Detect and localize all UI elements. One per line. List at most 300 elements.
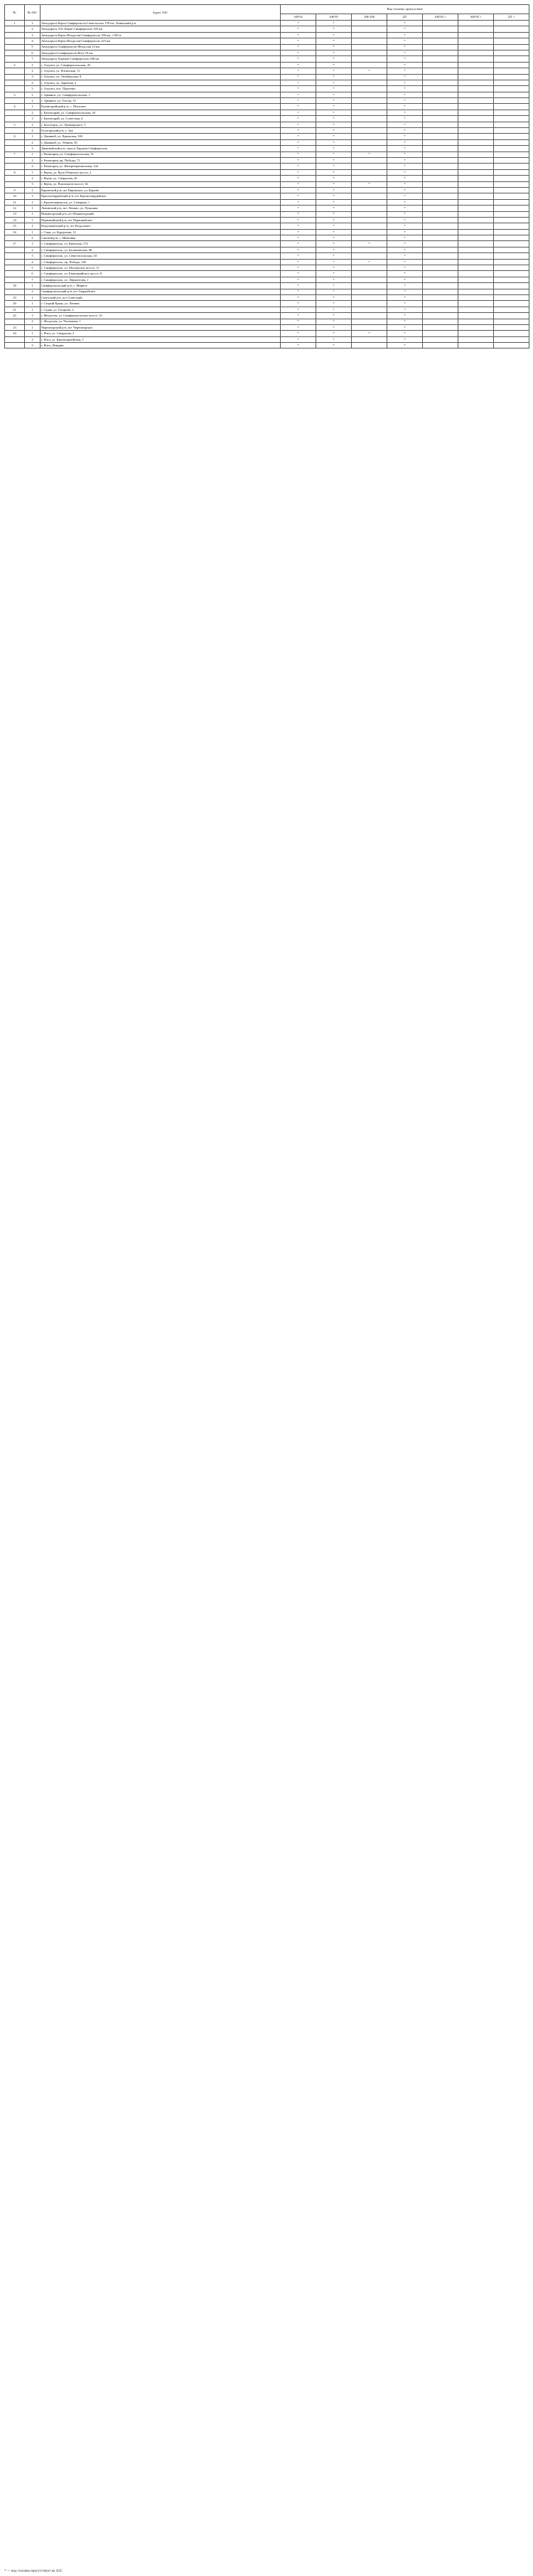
station-number: 2 bbox=[25, 247, 41, 252]
station-number: 1 bbox=[25, 294, 41, 300]
row-number: 17 bbox=[5, 241, 25, 247]
table-row bbox=[5, 176, 529, 181]
fuel-mark bbox=[423, 336, 458, 342]
fuel-mark bbox=[423, 206, 458, 211]
fuel-mark bbox=[352, 80, 387, 85]
fuel-mark bbox=[352, 294, 387, 300]
table-row bbox=[5, 301, 529, 307]
table-row bbox=[5, 104, 529, 110]
station-address: Сакский р-н, с. Ивановка bbox=[41, 235, 281, 241]
fuel-mark: * bbox=[316, 223, 352, 229]
station-address: г. Бахчисарай, ул. Симферопольская, 20 bbox=[41, 110, 281, 115]
station-address: Автодорога Керчь-Феодосия-Симферополь 190 км, +100 м bbox=[41, 32, 281, 38]
fuel-mark bbox=[423, 313, 458, 319]
fuel-mark: * bbox=[316, 50, 352, 55]
fuel-mark: * bbox=[281, 294, 316, 300]
fuel-mark bbox=[458, 223, 494, 229]
fuel-mark: * bbox=[387, 92, 423, 97]
fuel-mark bbox=[423, 110, 458, 115]
fuel-mark bbox=[494, 229, 529, 235]
row-number bbox=[5, 74, 25, 80]
fuel-mark: * bbox=[316, 324, 352, 330]
fuel-mark: * bbox=[387, 324, 423, 330]
fuel-mark bbox=[352, 38, 387, 44]
row-number: 8 bbox=[5, 169, 25, 175]
station-number: 2 bbox=[25, 157, 41, 163]
station-number: 2 bbox=[25, 176, 41, 181]
fuel-mark bbox=[423, 199, 458, 205]
fuel-mark bbox=[494, 157, 529, 163]
fuel-mark bbox=[423, 151, 458, 157]
station-address: г. Белогорск, ул. Луначарского, 5 bbox=[41, 122, 281, 127]
fuel-mark: * bbox=[316, 32, 352, 38]
station-address: Автодорога АЗС Керчь-Симферополь 183 км bbox=[41, 26, 281, 32]
header-fuel: АИ-92 + bbox=[423, 14, 458, 21]
table-row bbox=[5, 164, 529, 169]
fuel-mark bbox=[423, 181, 458, 187]
fuel-mark: * bbox=[281, 74, 316, 80]
fuel-mark bbox=[352, 313, 387, 319]
fuel-mark bbox=[352, 139, 387, 145]
fuel-mark bbox=[423, 98, 458, 104]
table-row bbox=[5, 247, 529, 252]
fuel-mark bbox=[352, 211, 387, 217]
fuel-mark bbox=[352, 56, 387, 62]
table-row bbox=[5, 217, 529, 223]
fuel-mark bbox=[352, 169, 387, 175]
header-fuel: АИ-92 bbox=[281, 14, 316, 21]
station-address: Симферопольский р-н, с. Мирное bbox=[41, 283, 281, 289]
header-fuel: АИ-100 bbox=[352, 14, 387, 21]
fuel-mark: * bbox=[387, 235, 423, 241]
fuel-mark bbox=[494, 193, 529, 199]
station-address: Раздольненский р-н, пгт Раздольное bbox=[41, 223, 281, 229]
fuel-mark bbox=[458, 32, 494, 38]
fuel-mark bbox=[458, 301, 494, 307]
station-address: г. Евпатория, ул. Симферопольская, 51 bbox=[41, 151, 281, 157]
fuel-mark bbox=[494, 235, 529, 241]
fuel-mark bbox=[352, 176, 387, 181]
fuel-mark bbox=[458, 247, 494, 252]
table-row bbox=[5, 38, 529, 44]
fuel-mark bbox=[352, 110, 387, 115]
row-number: 7 bbox=[5, 151, 25, 157]
fuel-mark bbox=[458, 313, 494, 319]
fuel-mark bbox=[494, 307, 529, 312]
table-row bbox=[5, 122, 529, 127]
fuel-mark bbox=[494, 199, 529, 205]
fuel-mark bbox=[458, 122, 494, 127]
fuel-mark bbox=[494, 74, 529, 80]
row-number bbox=[5, 181, 25, 187]
station-address: Белогорский р-н, с. Зуя bbox=[41, 128, 281, 134]
fuel-mark: * bbox=[316, 253, 352, 259]
fuel-mark: * bbox=[387, 21, 423, 26]
fuel-mark bbox=[423, 271, 458, 277]
fuel-mark bbox=[458, 265, 494, 271]
row-number bbox=[5, 259, 25, 265]
fuel-mark: * bbox=[281, 122, 316, 127]
fuel-mark: * bbox=[316, 319, 352, 324]
fuel-mark: * bbox=[281, 151, 316, 157]
fuel-mark: * bbox=[316, 229, 352, 235]
table-row bbox=[5, 134, 529, 139]
fuel-mark bbox=[423, 247, 458, 252]
station-number: 3 bbox=[25, 253, 41, 259]
fuel-mark: * bbox=[281, 157, 316, 163]
fuel-mark: * bbox=[387, 294, 423, 300]
fuel-mark: * bbox=[387, 271, 423, 277]
fuel-mark bbox=[352, 283, 387, 289]
fuel-mark bbox=[352, 21, 387, 26]
fuel-mark bbox=[352, 324, 387, 330]
row-number: 1 bbox=[5, 21, 25, 26]
row-number bbox=[5, 265, 25, 271]
table-row bbox=[5, 294, 529, 300]
fuel-mark: * bbox=[387, 32, 423, 38]
row-number: 3 bbox=[5, 92, 25, 97]
fuel-mark: * bbox=[281, 217, 316, 223]
fuel-mark bbox=[494, 265, 529, 271]
fuel-mark bbox=[458, 294, 494, 300]
fuel-mark: * bbox=[316, 74, 352, 80]
fuel-mark: * bbox=[387, 289, 423, 294]
table-row bbox=[5, 110, 529, 115]
fuel-mark bbox=[423, 277, 458, 282]
fuel-mark: * bbox=[387, 56, 423, 62]
fuel-mark: * bbox=[352, 151, 387, 157]
station-address: Джанкойский р-н, трасса Харьков-Симферополь bbox=[41, 146, 281, 151]
station-address: г. Феодосия, ул. Симферопольское шоссе, 33 bbox=[41, 313, 281, 319]
fuel-mark: * bbox=[281, 44, 316, 50]
table-row bbox=[5, 211, 529, 217]
fuel-mark bbox=[352, 193, 387, 199]
fuel-mark bbox=[494, 331, 529, 336]
header-fuel: АИ-95 bbox=[316, 14, 352, 21]
station-address: Первомайский р-н, пгт Первомайское bbox=[41, 217, 281, 223]
header-no: № bbox=[5, 5, 25, 21]
fuel-mark bbox=[352, 164, 387, 169]
table-row bbox=[5, 32, 529, 38]
fuel-mark: * bbox=[316, 307, 352, 312]
station-address: г. Евпатория, ул. Интернациональная, 144 bbox=[41, 164, 281, 169]
row-number bbox=[5, 86, 25, 92]
fuel-mark bbox=[494, 134, 529, 139]
fuel-mark bbox=[352, 199, 387, 205]
fuel-mark bbox=[423, 294, 458, 300]
table-row bbox=[5, 235, 529, 241]
row-number: 16 bbox=[5, 229, 25, 235]
fuel-mark bbox=[423, 122, 458, 127]
fuel-mark bbox=[423, 26, 458, 32]
row-number: 10 bbox=[5, 193, 25, 199]
row-number bbox=[5, 44, 25, 50]
fuel-mark: * bbox=[281, 313, 316, 319]
station-number: 1 bbox=[25, 206, 41, 211]
fuel-mark: * bbox=[281, 169, 316, 175]
row-number bbox=[5, 80, 25, 85]
fuel-mark bbox=[494, 128, 529, 134]
fuel-mark bbox=[494, 21, 529, 26]
fuel-mark bbox=[458, 110, 494, 115]
fuel-mark bbox=[352, 229, 387, 235]
station-number: 1 bbox=[25, 122, 41, 127]
fuel-mark bbox=[352, 265, 387, 271]
fuel-mark bbox=[458, 157, 494, 163]
fuel-mark: * bbox=[387, 68, 423, 74]
header-fuel-type: Вид топлива, присутствие bbox=[281, 5, 529, 14]
fuel-mark: * bbox=[316, 157, 352, 163]
station-address: Красногвардейский р-н, пгт Красногвардейское bbox=[41, 193, 281, 199]
station-number: 1 bbox=[25, 331, 41, 336]
station-address: г. Симферополь, ул. Лермонтова, 1 bbox=[41, 277, 281, 282]
fuel-mark bbox=[494, 68, 529, 74]
fuel-mark: * bbox=[316, 265, 352, 271]
fuel-mark bbox=[494, 253, 529, 259]
station-number: 3 bbox=[25, 146, 41, 151]
fuel-mark bbox=[423, 68, 458, 74]
fuel-mark bbox=[352, 26, 387, 32]
row-number bbox=[5, 98, 25, 104]
header-fuel: ДТ bbox=[387, 14, 423, 21]
row-number: 4 bbox=[5, 104, 25, 110]
fuel-mark bbox=[423, 229, 458, 235]
fuel-mark bbox=[494, 122, 529, 127]
fuel-mark: * bbox=[316, 62, 352, 68]
table-row bbox=[5, 271, 529, 277]
fuel-mark bbox=[458, 169, 494, 175]
fuel-mark bbox=[352, 128, 387, 134]
fuel-mark bbox=[423, 169, 458, 175]
fuel-mark: * bbox=[387, 229, 423, 235]
row-number bbox=[5, 235, 25, 241]
fuel-mark bbox=[352, 343, 387, 348]
fuel-mark: * bbox=[281, 38, 316, 44]
fuel-mark bbox=[352, 92, 387, 97]
fuel-mark bbox=[423, 128, 458, 134]
fuel-mark: * bbox=[387, 86, 423, 92]
fuel-mark: * bbox=[281, 68, 316, 74]
fuel-mark: * bbox=[281, 32, 316, 38]
fuel-mark: * bbox=[316, 271, 352, 277]
fuel-mark bbox=[494, 86, 529, 92]
station-number: 1 bbox=[25, 313, 41, 319]
station-number: 1 bbox=[25, 211, 41, 217]
station-number: 1 bbox=[25, 104, 41, 110]
table-row bbox=[5, 319, 529, 324]
fuel-mark: * bbox=[281, 336, 316, 342]
table-row bbox=[5, 343, 529, 348]
table-row bbox=[5, 62, 529, 68]
station-address: Симферопольский р-н, пгт Гвардейское bbox=[41, 289, 281, 294]
station-address: г. Ялта, Ливадия bbox=[41, 343, 281, 348]
fuel-mark: * bbox=[352, 68, 387, 74]
fuel-mark bbox=[423, 235, 458, 241]
fuel-mark bbox=[494, 319, 529, 324]
station-address: г. Джанкой, ул. Ленина, 56 bbox=[41, 139, 281, 145]
fuel-mark: * bbox=[387, 169, 423, 175]
fuel-mark: * bbox=[316, 128, 352, 134]
row-number: 24 bbox=[5, 331, 25, 336]
fuel-mark bbox=[352, 187, 387, 193]
fuel-mark bbox=[423, 32, 458, 38]
fuel-mark bbox=[352, 247, 387, 252]
fuel-mark bbox=[458, 193, 494, 199]
fuel-mark bbox=[458, 50, 494, 55]
fuel-mark: * bbox=[281, 324, 316, 330]
fuel-mark bbox=[458, 128, 494, 134]
fuel-mark bbox=[494, 313, 529, 319]
fuel-mark: * bbox=[387, 336, 423, 342]
fuel-mark: * bbox=[281, 283, 316, 289]
station-number: 3 bbox=[25, 116, 41, 122]
fuel-mark: * bbox=[387, 116, 423, 122]
fuel-mark: * bbox=[281, 134, 316, 139]
row-number bbox=[5, 32, 25, 38]
fuel-mark bbox=[458, 235, 494, 241]
row-number bbox=[5, 68, 25, 74]
fuel-mark bbox=[458, 80, 494, 85]
table-row bbox=[5, 56, 529, 62]
fuel-mark: * bbox=[387, 134, 423, 139]
fuel-mark bbox=[494, 211, 529, 217]
fuel-mark: * bbox=[281, 259, 316, 265]
table-row bbox=[5, 26, 529, 32]
station-number: 2 bbox=[25, 319, 41, 324]
table-row bbox=[5, 151, 529, 157]
fuel-mark bbox=[423, 157, 458, 163]
fuel-mark: * bbox=[281, 181, 316, 187]
fuel-mark bbox=[352, 253, 387, 259]
row-number bbox=[5, 128, 25, 134]
fuel-mark: * bbox=[387, 122, 423, 127]
fuel-mark: * bbox=[387, 217, 423, 223]
station-number: 2 bbox=[25, 289, 41, 294]
fuel-mark bbox=[423, 50, 458, 55]
fuel-mark: * bbox=[316, 164, 352, 169]
fuel-mark bbox=[494, 206, 529, 211]
fuel-mark bbox=[352, 277, 387, 282]
fuel-mark: * bbox=[387, 277, 423, 282]
row-number: 15 bbox=[5, 223, 25, 229]
fuel-mark: * bbox=[281, 211, 316, 217]
fuel-mark: * bbox=[387, 313, 423, 319]
fuel-mark bbox=[423, 116, 458, 122]
station-address: г. Керчь, ул. Свердлова, 26 bbox=[41, 176, 281, 181]
fuel-mark: * bbox=[281, 206, 316, 211]
row-number bbox=[5, 247, 25, 252]
fuel-mark: * bbox=[316, 343, 352, 348]
station-address: Ленинский р-н, пгт Ленино, ул. Пушкина bbox=[41, 206, 281, 211]
station-number: 5 bbox=[25, 265, 41, 271]
station-number: 5 bbox=[25, 44, 41, 50]
fuel-mark bbox=[458, 211, 494, 217]
fuel-mark: * bbox=[316, 116, 352, 122]
table-row bbox=[5, 336, 529, 342]
fuel-mark: * bbox=[316, 193, 352, 199]
fuel-mark bbox=[423, 217, 458, 223]
fuel-mark: * bbox=[387, 139, 423, 145]
fuel-mark bbox=[458, 181, 494, 187]
row-number bbox=[5, 164, 25, 169]
table-row bbox=[5, 21, 529, 26]
fuel-mark: * bbox=[387, 146, 423, 151]
fuel-mark bbox=[423, 265, 458, 271]
fuel-mark bbox=[423, 176, 458, 181]
fuel-mark: * bbox=[281, 110, 316, 115]
fuel-mark: * bbox=[316, 217, 352, 223]
fuel-mark bbox=[423, 253, 458, 259]
station-address: Советский р-н, пгт Советский bbox=[41, 294, 281, 300]
row-number bbox=[5, 176, 25, 181]
station-address: г. Феодосия, ул. Челнокова, 1 bbox=[41, 319, 281, 324]
station-number: 2 bbox=[25, 26, 41, 32]
fuel-mark: * bbox=[387, 44, 423, 50]
fuel-mark bbox=[423, 146, 458, 151]
station-number: 1 bbox=[25, 62, 41, 68]
fuel-mark: * bbox=[281, 193, 316, 199]
fuel-mark bbox=[423, 80, 458, 85]
fuel-mark bbox=[458, 229, 494, 235]
fuel-mark: * bbox=[281, 21, 316, 26]
fuel-mark: * bbox=[281, 253, 316, 259]
table-row bbox=[5, 157, 529, 163]
fuel-mark: * bbox=[316, 86, 352, 92]
station-address: г. Керчь, ул. Куль-Обинское шоссе, 2 bbox=[41, 169, 281, 175]
row-number bbox=[5, 336, 25, 342]
fuel-mark bbox=[352, 50, 387, 55]
fuel-mark: * bbox=[316, 277, 352, 282]
fuel-mark bbox=[352, 289, 387, 294]
fuel-mark bbox=[458, 176, 494, 181]
fuel-mark bbox=[494, 259, 529, 265]
table-row bbox=[5, 324, 529, 330]
fuel-mark: * bbox=[387, 98, 423, 104]
fuel-mark bbox=[494, 271, 529, 277]
fuel-mark: * bbox=[387, 26, 423, 32]
fuel-mark: * bbox=[387, 247, 423, 252]
fuel-mark bbox=[423, 164, 458, 169]
fuel-mark: * bbox=[316, 199, 352, 205]
fuel-mark: * bbox=[352, 181, 387, 187]
fuel-mark: * bbox=[316, 294, 352, 300]
header-station-no: № АЗС bbox=[25, 5, 41, 21]
fuel-mark bbox=[458, 139, 494, 145]
fuel-mark bbox=[494, 151, 529, 157]
fuel-mark: * bbox=[387, 164, 423, 169]
fuel-mark: * bbox=[281, 86, 316, 92]
fuel-mark: * bbox=[316, 247, 352, 252]
fuel-mark bbox=[458, 38, 494, 44]
station-number: 2 bbox=[25, 110, 41, 115]
fuel-mark bbox=[458, 241, 494, 247]
fuel-mark: * bbox=[387, 80, 423, 85]
station-address: г. Алушта, ул. Заречная, 2 bbox=[41, 80, 281, 85]
fuel-mark bbox=[458, 271, 494, 277]
fuel-mark: * bbox=[387, 206, 423, 211]
table-row bbox=[5, 193, 529, 199]
station-address: Автодорога Симферополь-Ялта 19 км bbox=[41, 50, 281, 55]
row-number bbox=[5, 38, 25, 44]
fuel-mark: * bbox=[387, 253, 423, 259]
row-number: 9 bbox=[5, 187, 25, 193]
fuel-mark bbox=[458, 336, 494, 342]
fuel-mark: * bbox=[281, 199, 316, 205]
table-row bbox=[5, 74, 529, 80]
row-number: 11 bbox=[5, 199, 25, 205]
row-number: 21 bbox=[5, 307, 25, 312]
station-number: 4 bbox=[25, 38, 41, 44]
